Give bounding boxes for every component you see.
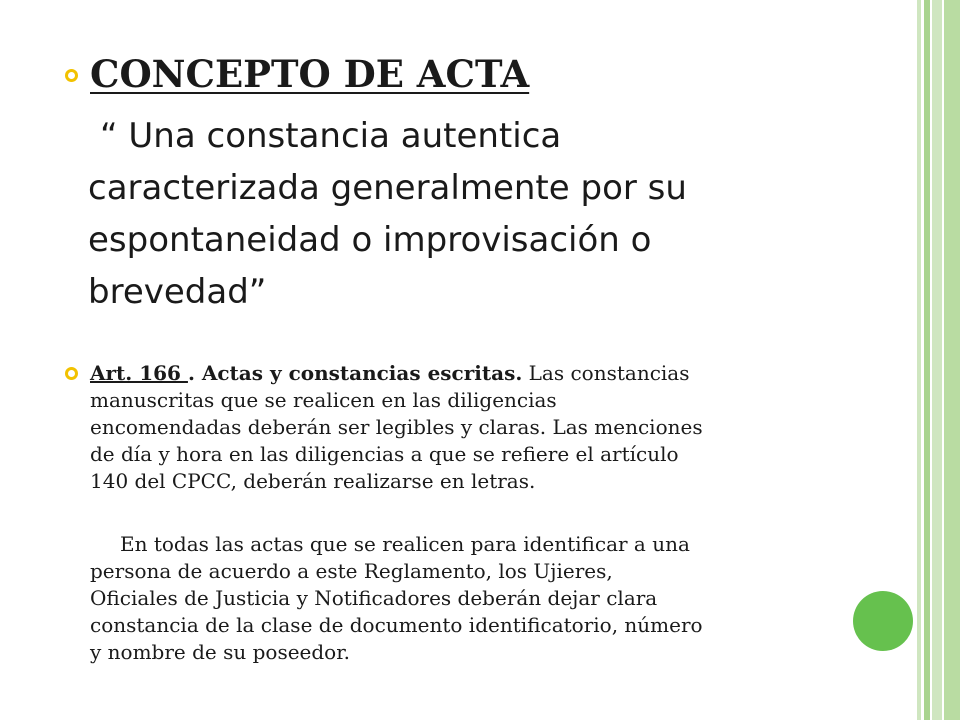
- definition-quote: [88, 110, 808, 318]
- article-paragraph: [90, 360, 850, 495]
- article-line: 140 del CPCC, deberán realizarse en letras.: [90, 469, 536, 493]
- paragraph-line: constancia de la clase de documento identificatorio, número: [90, 613, 703, 637]
- article-text: Las constancias: [522, 361, 690, 385]
- article-line: encomendadas deberán ser legibles y claras. Las menciones: [90, 415, 703, 439]
- decorative-stripe: [917, 0, 921, 720]
- paragraph-line: En todas las actas que se realicen para identificar a una: [120, 532, 690, 556]
- decorative-stripe: [944, 0, 960, 720]
- article-line: manuscritas que se realicen en las diligencias: [90, 388, 557, 412]
- decorative-stripe: [932, 0, 942, 720]
- article-line: de día y hora en las diligencias a que se refiere el artículo: [90, 442, 679, 466]
- ring-bullet-icon: [64, 68, 79, 83]
- article-first-line: [90, 360, 850, 387]
- article-title: . Actas y constancias escritas.: [187, 361, 523, 385]
- slide-title: CONCEPTO DE ACTA: [90, 52, 530, 96]
- paragraph-line: Oficiales de Justicia y Notificadores deberán dejar clara: [90, 586, 658, 610]
- paragraph-line: y nombre de su poseedor.: [90, 640, 350, 664]
- quote-line: caracterizada generalmente por su: [88, 168, 687, 208]
- second-paragraph: [90, 531, 850, 666]
- quote-line: “ Una constancia autentica: [100, 116, 562, 156]
- paragraph-line: persona de acuerdo a este Reglamento, los Ujieres,: [90, 559, 613, 583]
- quote-line: brevedad”: [88, 272, 267, 312]
- decorative-stripe: [924, 0, 930, 720]
- article-reference: Art. 166: [90, 361, 188, 385]
- decorative-green-circle: [853, 591, 913, 651]
- quote-line: espontaneidad o improvisación o: [88, 220, 652, 260]
- ring-bullet-icon: [64, 366, 79, 381]
